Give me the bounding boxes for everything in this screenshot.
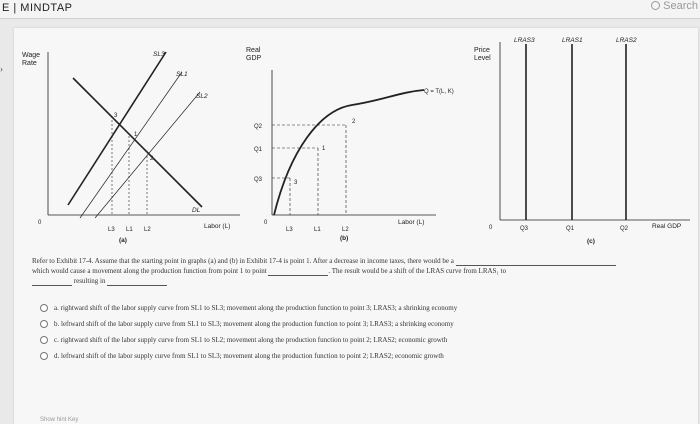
blank-2[interactable] (268, 275, 328, 276)
answer-options (40, 300, 680, 364)
graph-b-point-2: 2 (352, 119, 356, 125)
app-title: E | MINDTAP (2, 2, 73, 14)
graph-a-x-label: Labor (L) (204, 223, 231, 230)
graph-c-panel-label: (c) (587, 238, 595, 245)
question-line-3: resulting in (73, 277, 106, 285)
production-function-label: Q = T(L, K) (424, 89, 454, 95)
graph-c-y-label-2: Level (474, 55, 491, 62)
option-a[interactable] (40, 300, 680, 316)
option-d-label: d. leftward shift of the labor supply curve from SL1 to SL3; movement along the production function to point 2; LRAS2; economic growth (54, 352, 444, 360)
radio-button[interactable] (40, 304, 48, 312)
option-c[interactable] (40, 332, 680, 348)
graph-b-x-label: Labor (L) (398, 219, 425, 226)
graph-a-y-label-1: Wage (22, 52, 41, 59)
sl1-label: SL1 (176, 71, 188, 78)
sl3-label: SL3 (153, 51, 165, 58)
graph-a-origin: 0 (38, 220, 42, 226)
radio-button[interactable] (40, 336, 48, 344)
graph-a-point-2: 2 (150, 156, 154, 162)
graph-b-point-1: 1 (322, 146, 326, 152)
graph-a-panel-label: (a) (119, 237, 127, 244)
sl2-label: SL2 (196, 93, 208, 100)
blank-4[interactable] (107, 285, 167, 286)
question-text (32, 256, 672, 286)
question-line-1: Refer to Exhibit 17-4. Assume that the starting point in graphs (a) and (b) in Exhibit 17-4 is point 1. After a decrease in income taxes, there would be a (32, 257, 454, 265)
hint-button[interactable]: Show hint Key (40, 417, 79, 423)
production-function-curve (274, 90, 424, 215)
graph-b-origin: 0 (264, 220, 268, 226)
search-label: Search (663, 0, 698, 12)
graph-c-origin: 0 (489, 225, 493, 231)
radio-button[interactable] (40, 320, 48, 328)
graph-b-tick-q1: Q1 (254, 147, 263, 153)
side-arrow-icon[interactable]: › (0, 64, 3, 74)
sl1-curve (80, 72, 182, 218)
graph-b-panel-label: (b) (340, 235, 349, 242)
lras1-label: LRAS1 (562, 37, 583, 44)
graph-b-tick-l1: L1 (314, 227, 321, 233)
option-d[interactable] (40, 348, 680, 364)
graph-c-tick-q3: Q3 (520, 226, 529, 232)
question-line-2b: . The result would be a shift of the LRAS curve from LRAS₁ to (328, 267, 507, 275)
option-c-label: c. rightward shift of the labor supply curve from SL1 to SL2; movement along the production function to point 2; LRAS2; economic growth (54, 336, 448, 344)
graph-c-tick-q2: Q2 (620, 226, 629, 232)
option-b[interactable] (40, 316, 680, 332)
graph-c-y-label-1: Price (474, 47, 490, 54)
lras3-label: LRAS3 (514, 37, 535, 44)
graph-a-tick-l2: L2 (144, 227, 151, 233)
graph-b-tick-l3: L3 (286, 227, 293, 233)
graph-a-tick-l1: L1 (126, 227, 133, 233)
graph-c (500, 42, 690, 220)
graph-a-point-1: 1 (134, 132, 138, 138)
graph-a (48, 52, 240, 218)
graph-b-y-label-1: Real (246, 47, 261, 54)
graph-b-tick-l2: L2 (342, 227, 349, 233)
question-line-2a: which would cause a movement along the production function from point 1 to point (32, 267, 267, 275)
lras2-label: LRAS2 (616, 37, 637, 44)
graph-a-point-3: 3 (114, 113, 118, 119)
sl3-curve (68, 52, 166, 205)
sl2-curve (95, 92, 200, 218)
radio-button[interactable] (40, 352, 48, 360)
blank-3[interactable] (32, 285, 72, 286)
graph-a-y-label-2: Rate (22, 60, 37, 67)
graph-b (272, 70, 436, 215)
option-b-label: b. leftward shift of the labor supply curve from SL1 to SL3; movement along the production function to point 3; LRAS3; a shrinking economy (54, 320, 454, 328)
dl-label: DL (192, 207, 201, 214)
graph-b-tick-q2: Q2 (254, 124, 263, 130)
graph-c-tick-q1: Q1 (566, 226, 575, 232)
graph-b-y-label-2: GDP (246, 55, 262, 62)
graph-b-tick-q3: Q3 (254, 177, 263, 183)
graph-b-point-3: 3 (294, 180, 298, 186)
option-a-label: a. rightward shift of the labor supply curve from SL1 to SL3; movement along the production function to point 3; LRAS3; a shrinking economy (54, 304, 458, 312)
graph-a-tick-l3: L3 (108, 227, 115, 233)
graph-c-x-label: Real GDP (652, 223, 682, 230)
